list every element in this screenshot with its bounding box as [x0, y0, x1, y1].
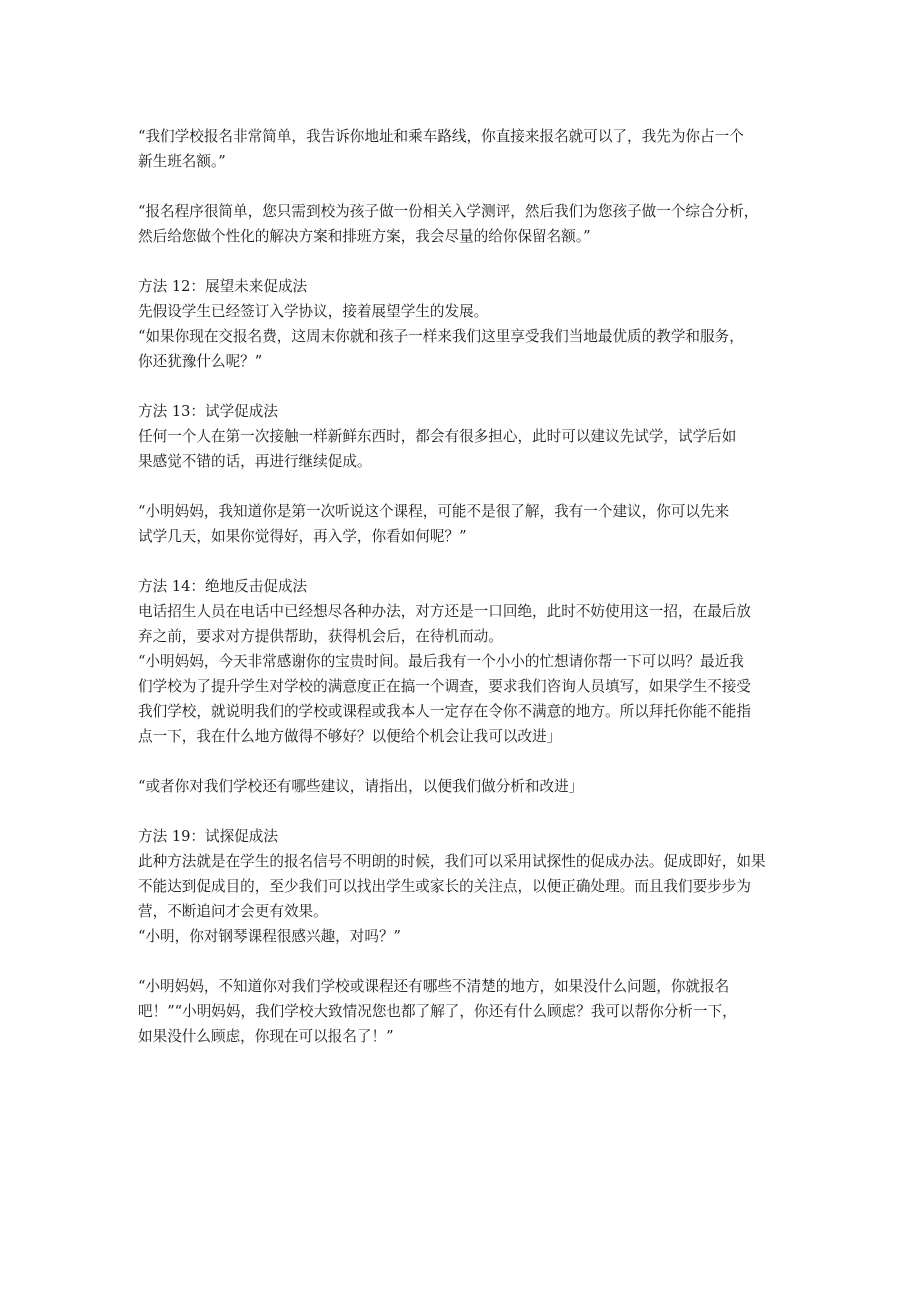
- text-line: 任何一个人在第一次接触一样新鲜东西时，都会有很多担心，此时可以建议先试学，试学后如: [138, 428, 737, 445]
- document-body: [138, 124, 798, 1049]
- text-line: 方法 13：试学促成法: [138, 403, 278, 420]
- text-line: 新生班名额。”: [138, 153, 226, 170]
- text-line: “小明妈妈，今天非常感谢你的宝贵时间。最后我有一个小小的忙想请你帮一下可以吗？最近我: [138, 653, 744, 670]
- text-line: 方法 19：试探促成法: [138, 828, 278, 845]
- text-line: 吧！”“小明妈妈，我们学校大致情况您也都了解了，你还有什么顾虑？我可以帮你分析一下，: [138, 1003, 737, 1020]
- text-line: 电话招生人员在电话中已经想尽各种办法，对方还是一口回绝，此时不妨使用这一招，在最后放: [138, 603, 751, 620]
- text-line: “小明妈妈，不知道你对我们学校或课程还有哪些不清楚的地方，如果没什么问题，你就报名: [138, 978, 730, 995]
- text-line: 如果没什么顾虑，你现在可以报名了！”: [138, 1028, 394, 1045]
- text-line: 们学校为了提升学生对学校的满意度正在搞一个调查，要求我们咨询人员填写，如果学生不接受: [138, 678, 751, 695]
- paragraph-gap: [138, 799, 798, 824]
- paragraph-gap: [138, 949, 798, 974]
- text-line: 然后给您做个性化的解决方案和排班方案，我会尽量的给你保留名额。”: [138, 228, 591, 245]
- text-line: 弃之前，要求对方提供帮助，获得机会后，在待机而动。: [138, 628, 503, 645]
- paragraph-gap: [138, 249, 798, 274]
- text-line: “小明妈妈，我知道你是第一次听说这个课程，可能不是很了解，我有一个建议，你可以先来: [138, 503, 730, 520]
- text-line: 不能达到促成目的，至少我们可以找出学生或家长的关注点，以便正确处理。而且我们要步步为: [138, 878, 751, 895]
- paragraph-gap: [138, 549, 798, 574]
- text-line: “如果你现在交报名费，这周末你就和孩子一样来我们这里享受我们当地最优质的教学和服务，: [138, 328, 744, 345]
- text-line: 方法 14：绝地反击促成法: [138, 578, 308, 595]
- text-line: 营，不断追问才会更有效果。: [138, 903, 328, 920]
- paragraph-gap: [138, 749, 798, 774]
- text-line: 点一下，我在什么地方做得不够好？以便给个机会让我可以改进」: [138, 728, 562, 745]
- text-line: “报名程序很简单，您只需到校为孩子做一份相关入学测评，然后我们为您孩子做一个综合分析，: [138, 203, 759, 220]
- text-line: “或者你对我们学校还有哪些建议，请指出，以便我们做分析和改进」: [138, 778, 584, 795]
- paragraph-gap: [138, 474, 798, 499]
- text-line: “小明，你对钢琴课程很感兴趣，对吗？”: [138, 928, 402, 945]
- text-line: 你还犹豫什么呢？”: [138, 353, 263, 370]
- text-line: 方法 12：展望未来促成法: [138, 278, 308, 295]
- text-line: 此种方法就是在学生的报名信号不明朗的时候，我们可以采用试探性的促成办法。促成即好，如果: [138, 853, 766, 870]
- paragraph-gap: [138, 374, 798, 399]
- text-line: 试学几天，如果你觉得好，再入学，你看如何呢？”: [138, 528, 467, 545]
- paragraph-gap: [138, 174, 798, 199]
- text-line: “我们学校报名非常简单，我告诉你地址和乘车路线，你直接来报名就可以了，我先为你占一个: [138, 128, 744, 145]
- text-line: 先假设学生已经签订入学协议，接着展望学生的发展。: [138, 303, 489, 320]
- text-line: 果感觉不错的话，再进行继续促成。: [138, 453, 372, 470]
- text-line: 我们学校，就说明我们的学校或课程或我本人一定存在令你不满意的地方。所以拜托你能不能指: [138, 703, 751, 720]
